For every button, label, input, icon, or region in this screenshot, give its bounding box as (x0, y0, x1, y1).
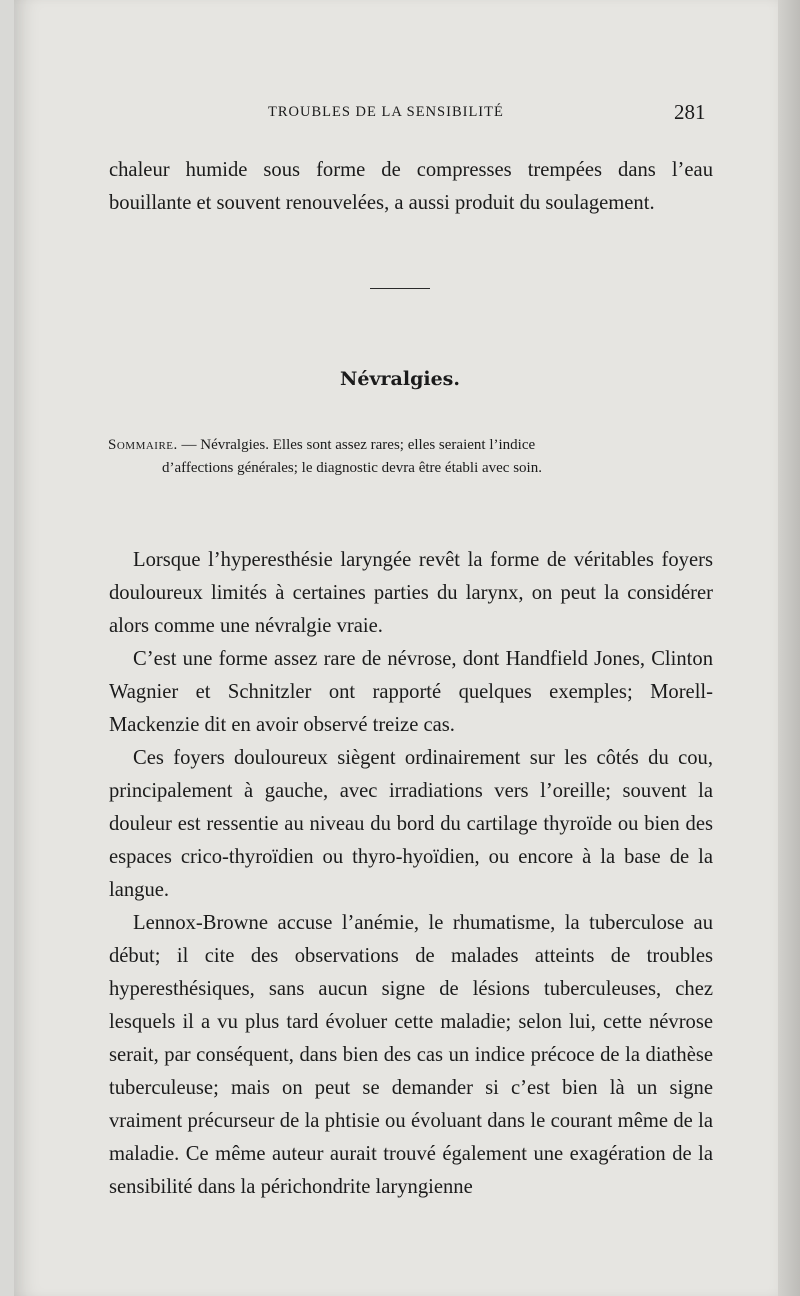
running-title: TROUBLES DE LA SENSIBILITÉ (268, 104, 504, 120)
summary-line-2: d’affections générales; le diagnostic devra être établi avec soin. (162, 460, 542, 476)
section-title: Névralgies. (340, 368, 460, 390)
summary-label: Sommaire. (108, 437, 178, 453)
paragraph-1: Lorsque l’hyperesthésie laryngée revêt la forme de véritables foyers douloureux limités à certaines parties du larynx, on peut la considérer alors comme une névralgie vraie. (109, 549, 713, 637)
intro-paragraph-block (109, 154, 713, 220)
body-text (109, 544, 713, 1204)
intro-paragraph: chaleur humide sous forme de compresses trempées dans l’eau bouillante et souvent renouvelées, a aussi produit du soulagement. (109, 159, 713, 214)
section-summary (108, 434, 714, 480)
section-divider (370, 288, 430, 289)
paragraph-4: Lennox-Browne accuse l’anémie, le rhumatisme, la tuberculose au début; il cite des observations de malades atteints de troubles hyperesthésiques, sans aucun signe de lésions tuberculeuses, chez lesquels il a vu plus tard évoluer cette maladie; selon lui, cette névrose serait, par conséquent, dans bien des cas un indice précoce de la diathèse tuberculeuse; mais on peut se demander si c’est bien là un signe vraiment précurseur de la phtisie ou évoluant dans le courant même de la maladie. Ce même auteur aurait trouvé également une exagération de la sensibilité dans la périchondrite laryngienne (109, 912, 713, 1198)
paragraph-2: C’est une forme assez rare de névrose, dont Handfield Jones, Clinton Wagnier et Schnitzler ont rapporté quelques exemples; Morell-Mackenzie dit en avoir observé treize cas. (109, 648, 713, 736)
page-edge (778, 0, 800, 1296)
paragraph-3: Ces foyers douloureux siègent ordinairement sur les côtés du cou, principalement à gauche, avec irradiations vers l’oreille; souvent la douleur est ressentie au niveau du bord du cartilage thyroïde ou bien des espaces crico-thyroïdien ou thyro-hyoïdien, ou encore à la base de la langue. (109, 747, 713, 901)
summary-line-1: — Névralgies. Elles sont assez rares; elles seraient l’indice (181, 437, 536, 453)
page-number: 281 (674, 100, 706, 124)
running-header (0, 100, 800, 128)
